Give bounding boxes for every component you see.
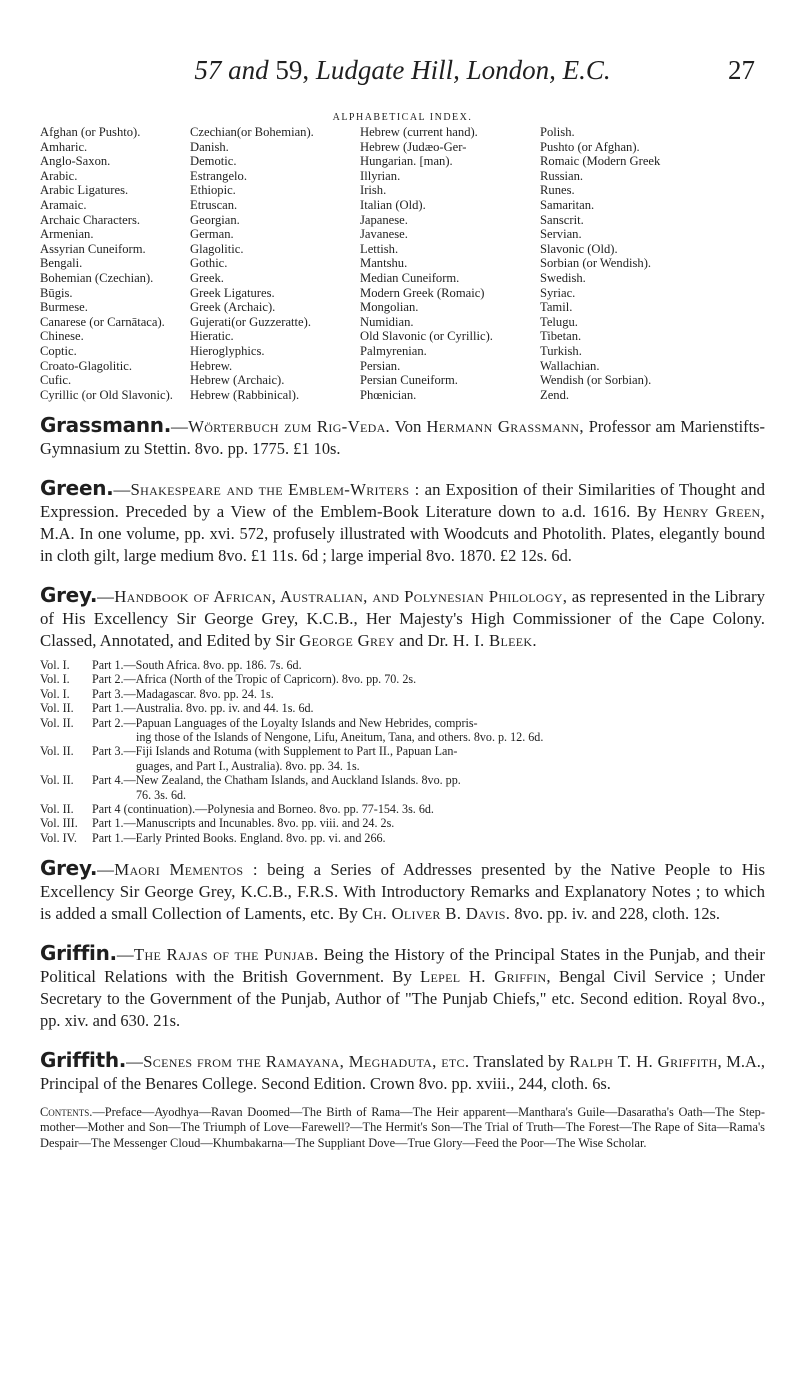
index-language: Swedish. <box>540 270 586 285</box>
volume-row <box>40 802 765 816</box>
volume-row <box>40 744 765 773</box>
index-language: Hieratic. <box>190 329 234 344</box>
volume-part <box>92 687 765 701</box>
index-language: Old Slavonic (or Cyrillic). <box>360 329 493 344</box>
volume-list <box>40 658 765 845</box>
index-language: Lettish. <box>360 241 399 256</box>
entry-griffith: Griffith.—Scenes from the Ramayana, Meghaduta, etc. Translated by Ralph T. H. Griffith, M.A., Principal of the Benares College. Second Edition. Crown 8vo. pp. xviii., 244, cloth. 6s. Contents.—Preface—Ayodhya—Ravan Doomed—The Birth of Rama—The Heir apparent—Manthara's Guile—Dasaratha's Oath—The Step-mother—Mother and Son—The Triumph of Love—Farewell?—The Hermit's Son—The Trial of Truth—The Forest—The Rape of Sita—Rama's Despair—The Messenger Cloud—Khumbakarna—The Suppliant Dove—True Glory—Feed the Poor—The Wise Scholar. <box>40 1047 765 1150</box>
index-column-3 <box>360 125 540 402</box>
index-language: Romaic (Modern Greek <box>540 154 661 169</box>
index-language: Mantshu. <box>360 256 408 271</box>
volume-part <box>92 744 765 773</box>
index-language: Telugu. <box>540 314 578 329</box>
page-header <box>40 0 765 92</box>
index-language: Median Cuneiform. <box>360 270 460 285</box>
index-language: Archaic Characters. <box>40 212 140 227</box>
index-language: Hebrew (Archaic). <box>190 373 285 388</box>
volume-row <box>40 831 765 845</box>
volume-part-text: Part 3.—Madagascar. 8vo. pp. 24. 1s. <box>92 686 274 701</box>
running-title: 57 and 59, Ludgate Hill, London, E.C. <box>194 55 611 85</box>
index-language: Assyrian Cuneiform. <box>40 241 146 256</box>
index-language: Syriac. <box>540 285 576 300</box>
index-language: Burmese. <box>40 300 88 315</box>
index-column-2 <box>190 125 360 402</box>
index-language: Etruscan. <box>190 197 238 212</box>
index-language: Cufic. <box>40 373 72 388</box>
index-language: Japanese. <box>360 212 408 227</box>
index-language: Servian. <box>540 227 582 242</box>
index-language: Arabic Ligatures. <box>40 183 129 198</box>
volume-part-text: Part 1.—Early Printed Books. England. 8vo. pp. vi. and 266. <box>92 830 386 845</box>
index-language: Hebrew (Judæo-Ger- <box>360 139 467 154</box>
index-language: Cyrillic (or Old Slavonic). <box>40 387 173 402</box>
volume-number: Vol. IV. <box>40 830 77 845</box>
volume-number: Vol. I. <box>40 672 70 687</box>
volume-part-text: Part 1.—Australia. 8vo. pp. iv. and 44. 1s. 6d. <box>92 701 314 716</box>
index-language: Palmyrenian. <box>360 343 427 358</box>
index-language: Polish. <box>540 125 575 139</box>
volume-row <box>40 701 765 715</box>
index-language: Croato-Glagolitic. <box>40 358 132 373</box>
index-language: Czechian(or Bohemian). <box>190 125 314 139</box>
index-column-1 <box>40 125 190 402</box>
index-language: Phœnician. <box>360 387 417 402</box>
index-language: Irish. <box>360 183 387 198</box>
index-language: Sanscrit. <box>540 212 584 227</box>
index-language: Slavonic (Old). <box>540 241 618 256</box>
index-language: Demotic. <box>190 154 237 169</box>
volume-part-text: Part 4 (continuation).—Polynesia and Borneo. 8vo. pp. 77-154. 3s. 6d. <box>92 801 434 816</box>
index-language: Anglo-Saxon. <box>40 154 111 169</box>
volume-number: Vol. II. <box>40 701 74 716</box>
index-language: Greek (Archaic). <box>190 300 276 315</box>
entry-grassmann: Grassmann.—Wörterbuch zum Rig-Veda. Von Hermann Grassmann, Professor am Marienstifts-Gymnasium zu Stettin. 8vo. pp. 1775. £1 10s. <box>40 413 765 459</box>
index-language: Chinese. <box>40 329 84 344</box>
volume-number: Vol. II. <box>40 715 74 730</box>
index-language: Arabic. <box>40 168 78 183</box>
volume-part <box>92 802 765 816</box>
index-language: Hungarian. [man). <box>360 154 453 169</box>
volume-number: Vol. II. <box>40 744 74 759</box>
index-language: Zend. <box>540 387 570 402</box>
index-language: Modern Greek (Romaic) <box>360 285 485 300</box>
volume-part <box>92 716 765 745</box>
volume-part-continuation: guages, and Part I., Australia). 8vo. pp. 34. 1s. <box>136 758 360 773</box>
volume-part <box>92 773 765 802</box>
index-language: Greek. <box>190 270 224 285</box>
index-language: Danish. <box>190 139 229 154</box>
index-language: Aramaic. <box>40 197 87 212</box>
index-language: Ethiopic. <box>190 183 236 198</box>
volume-part-text: Part 2.—Africa (North of the Tropic of Capricorn). 8vo. pp. 70. 2s. <box>92 672 417 687</box>
index-language: Persian Cuneiform. <box>360 373 458 388</box>
catalogue-page <box>40 0 765 1151</box>
volume-number: Vol. II. <box>40 801 74 816</box>
volume-part <box>92 701 765 715</box>
volume-part-text: Part 3.—Fiji Islands and Rotuma (with Supplement to Part II., Papuan Lan- <box>92 744 458 759</box>
index-language: Gothic. <box>190 256 228 271</box>
volume-part-text: Part 1.—Manuscripts and Incunables. 8vo. pp. viii. and 24. 2s. <box>92 816 395 831</box>
volume-number: Vol. II. <box>40 773 74 788</box>
running-ref-left: 57 <box>194 55 222 85</box>
index-language: Pushto (or Afghan). <box>540 139 640 154</box>
entry-griffin: Griffin.—The Rajas of the Punjab. Being the History of the Principal States in the Punjab, and their Political Relations with the British Government. By Lepel H. Griffin, Bengal Civil Service ; Under Secretary to the Government of the Punjab, Author of "The Punjab Chiefs," etc. Second edition. Royal 8vo., pp. xiv. and 630. 21s. <box>40 940 766 1030</box>
index-language: Tibetan. <box>540 329 582 344</box>
volume-part <box>92 816 765 830</box>
volume-row <box>40 672 765 686</box>
volume-part <box>92 831 765 845</box>
index-language: Glagolitic. <box>190 241 244 256</box>
index-language: Canarese (or Carnātaca). <box>40 314 165 329</box>
index-language: Hieroglyphics. <box>190 343 265 358</box>
volume-number: Vol. III. <box>40 816 78 831</box>
index-title: ALPHABETICAL INDEX. <box>332 112 473 123</box>
entry-green: Green.—Shakespeare and the Emblem-Writers : an Exposition of their Similarities of Thought and Expression. Preceded by a View of the Emblem-Book Literature down to a.d. 1616. By Henry Green, M.A. In one volume, pp. xvi. 572, profusely illustrated with Woodcuts and Photolith. Plates, elegantly bound in cloth gilt, large medium 8vo. £1 11s. 6d ; large imperial 8vo. 1870. £2 12s. 6d. <box>40 476 765 566</box>
volume-row <box>40 716 765 745</box>
index-language: Turkish. <box>540 343 582 358</box>
index-language: Javanese. <box>360 227 408 242</box>
index-language: Gujerati(or Guzzeratte). <box>190 314 311 329</box>
volume-part-continuation: 76. 3s. 6d. <box>136 787 187 802</box>
index-language: Wallachian. <box>540 358 600 373</box>
index-language: Mongolian. <box>360 300 419 315</box>
volume-part-text: Part 2.—Papuan Languages of the Loyalty Islands and New Hebrides, compris- <box>92 715 478 730</box>
index-language: Persian. <box>360 358 401 373</box>
index-language: Estrangelo. <box>190 168 248 183</box>
index-language: Hebrew (Rabbinical). <box>190 387 300 402</box>
page-number: 27 <box>728 55 755 85</box>
index-language: Būgis. <box>40 285 73 300</box>
index-column-4 <box>540 125 765 402</box>
index-language: Georgian. <box>190 212 240 227</box>
entry-grey-handbook: Grey.—Handbook of African, Australian, and Polynesian Philology, as represented in the Library of His Excellency Sir George Grey, K.C.B., Her Majesty's High Commissioner of the Cape Colony. Classed, Annotated, and Edited by Sir George Grey and Dr. H. I. Bleek. Vol. I. Part 1.—South Africa. 8vo. pp. 186. 7s. 6d. Vol. I. Part 2.—Africa (North of the Tropic of Capricorn). 8vo. pp. 70. 2s. Vol. I. Part 3.—Madagascar. 8vo. pp. 24. 1s. Vol. II. Part 1.—Australia. 8vo. pp. iv. and 44. 1s. 6d. Vol. II. Part 2.—Papuan Languages of the Loyalty Islands and New Hebrides, compris- ing those of the Islands of Nengone, Lifu, Aneitum, Tana, and others. 8vo. p. 12. 6d. Vol. II. Part 3.—Fiji Islands and Rotuma (with Supplement to Part II., Papuan Lan- guages, and Part I., Australia). 8vo. pp. 34. 1s. Vol. II. Part 4.—New Zealand, the Chatham Islands, and Auckland Islands. 8vo. pp. 76. 3s. 6d. Vol. II. Part 4 (continuation).—Polynesia and Borneo. 8vo. pp. 77-154. 3s. 6d. Vol. III. Part 1.—Manuscripts and Incunables. 8vo. pp. viii. and 24. 2s. Vol. IV. Part 1.—Early Printed Books. England. 8vo. pp. vi. and 266. <box>40 582 765 845</box>
index-language: Numidian. <box>360 314 414 329</box>
index-language: Samaritan. <box>540 197 595 212</box>
contents-list: Contents.—Preface—Ayodhya—Ravan Doomed—The Birth of Rama—The Heir apparent—Manthara's Guile—Dasaratha's Oath—The Step-mother—Mother and Son—The Triumph of Love—Farewell?—The Hermit's Son—The Trial of Truth—The Forest—The Rape of Sita—Rama's Despair—The Messenger Cloud—Khumbakarna—The Suppliant Dove—True Glory—Feed the Poor—The Wise Scholar. <box>40 1104 765 1150</box>
volume-number: Vol. I. <box>40 686 70 701</box>
index-language: Bohemian (Czechian). <box>40 270 154 285</box>
index-language: Amharic. <box>40 139 88 154</box>
volume-row <box>40 773 765 802</box>
entry-grey-maori: Grey.—Maori Mementos : being a Series of Addresses presented by the Native People to His Excellency Sir George Grey, K.C.B., F.R.S. With Introductory Remarks and Explanatory Notes ; to which is added a small Collection of Laments, etc. By Ch. Oliver B. Davis. 8vo. pp. iv. and 228, cloth. 12s. <box>40 856 766 924</box>
index-language: Runes. <box>540 183 575 198</box>
index-language: Sorbian (or Wendish). <box>540 256 652 271</box>
index-language: Hebrew. <box>190 358 233 373</box>
alphabetical-index <box>40 125 765 402</box>
volume-row <box>40 687 765 701</box>
volume-number: Vol. I. <box>40 657 70 672</box>
volume-row <box>40 816 765 830</box>
volume-part-text: Part 4.—New Zealand, the Chatham Islands, and Auckland Islands. 8vo. pp. <box>92 773 461 788</box>
index-language: Bengali. <box>40 256 83 271</box>
volume-part-text: Part 1.—South Africa. 8vo. pp. 186. 7s. 6d. <box>92 657 302 672</box>
index-language: Greek Ligatures. <box>190 285 275 300</box>
index-language: Armenian. <box>40 227 94 242</box>
index-language: Wendish (or Sorbian). <box>540 373 652 388</box>
volume-part <box>92 672 765 686</box>
volume-row <box>40 658 765 672</box>
index-language: German. <box>190 227 234 242</box>
index-language: Tamil. <box>540 300 573 315</box>
index-language: Coptic. <box>40 343 77 358</box>
index-language: Russian. <box>540 168 584 183</box>
index-language: Hebrew (current hand). <box>360 125 478 139</box>
volume-part-continuation: ing those of the Islands of Nengone, Lifu, Aneitum, Tana, and others. 8vo. p. 12. 6d. <box>136 729 544 744</box>
volume-part <box>92 658 765 672</box>
index-language: Afghan (or Pushto). <box>40 125 141 139</box>
index-language: Illyrian. <box>360 168 401 183</box>
index-language: Italian (Old). <box>360 197 426 212</box>
